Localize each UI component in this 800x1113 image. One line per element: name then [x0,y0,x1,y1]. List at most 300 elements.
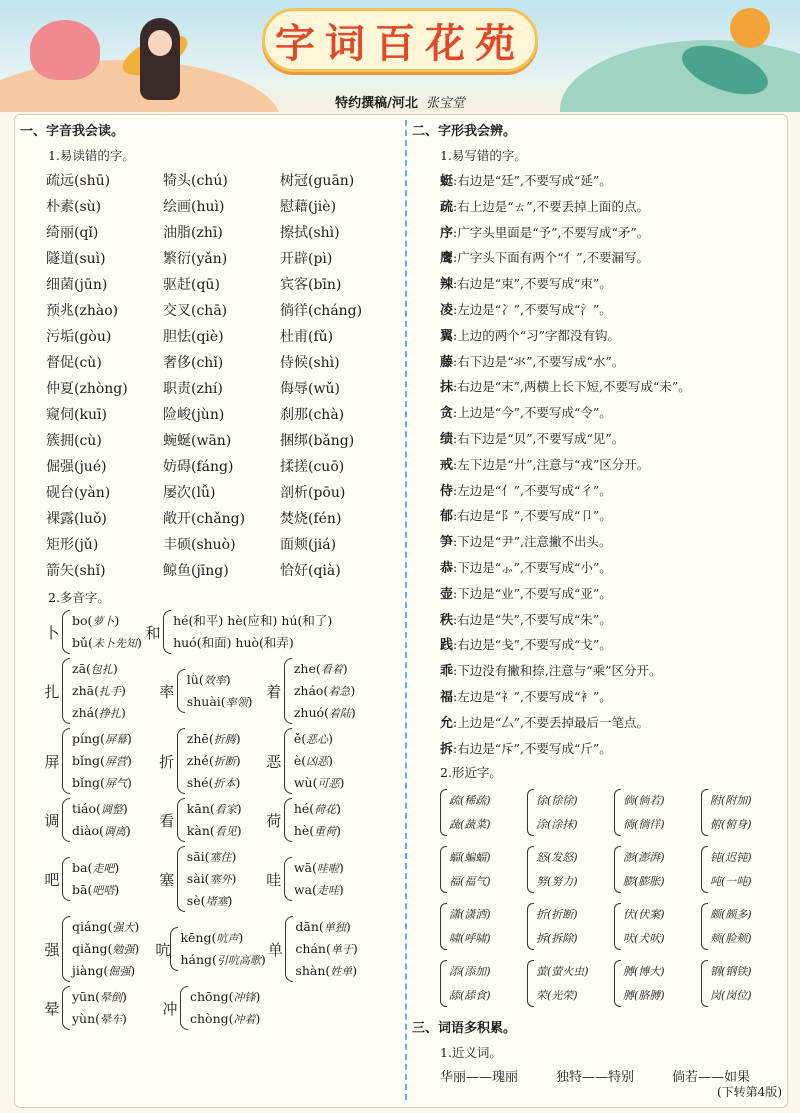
similar-word: (博大) [634,964,665,978]
rule-text: :左下边是“廾”,注意与“戎”区分开。 [453,456,650,472]
polyphone-reading [72,879,119,901]
polyphone-readings [295,916,357,982]
reading-word: 凶恶 [306,755,329,768]
reading-pinyin: yùn( [72,1011,101,1026]
brace-stack [62,728,132,794]
polyphone-reading [294,658,356,680]
similar-line [710,960,752,984]
reading-pinyin: bǔ( [72,635,93,650]
similar-line [449,846,491,870]
rule-char: 侍 [440,483,454,499]
rule-item [440,452,788,478]
rule-char: 贪 [440,406,454,422]
pinyin-word: 箭矢(shǐ) [46,563,106,579]
rule-char: 翼 [440,328,454,344]
reading-pinyin: dān( [295,919,324,934]
reading-close: ) [112,661,118,676]
reading-word: 效率 [203,674,226,687]
polyphone-reading [187,868,237,890]
similar-lines [710,842,752,897]
polyphone-reading [187,691,253,713]
similar-line [710,846,752,870]
reading-pinyin: è( [293,753,307,768]
similar-char: 折 [536,907,547,921]
pinyin-word: 剖析(pōu) [280,485,346,501]
polyphone-reading [190,1008,260,1030]
brace-icon [440,846,447,893]
similar-word: (倘若) [634,793,665,807]
reading-word: 引吭高歌 [216,954,261,967]
polyphone-readings [294,728,345,794]
rule-item [440,478,788,504]
similar-word: (发怒) [547,850,578,864]
pinyin-word: 侍候(shì) [280,355,340,371]
reading-word: 强大 [112,921,135,934]
polyphone-reading [187,890,237,912]
rule-item [440,168,788,194]
polyphone-row [42,728,400,794]
similar-word: (光荣) [547,988,578,1002]
similar-char: 萤 [536,964,547,978]
polyphone-reading [72,820,131,842]
polyphone-readings [173,610,332,654]
polyphone-reading [173,632,332,654]
reading-word: 萝卜 [92,615,115,628]
rule-list [412,168,788,761]
section-title: 二、字形我会辨。 [412,124,517,139]
reading-close: ) [126,753,132,768]
reading-pinyin: zhā( [72,683,99,698]
brace-stack [170,927,265,971]
similar-char: 岗 [710,988,721,1002]
similar-line [449,984,491,1008]
reading-word: 晕倒 [100,991,123,1004]
brace-icon [527,903,534,950]
reading-pinyin: qiǎng( [72,941,113,956]
reading-word: 看着 [320,663,343,676]
reading-word: 塞住 [209,851,232,864]
rule-char: 允 [440,715,454,731]
brace-stack [284,798,341,842]
similar-line [623,789,665,813]
similar-char: 拆 [536,931,547,945]
brace-icon [284,857,292,901]
reading-close: ) [136,635,142,650]
reading-word: 屏气 [104,777,127,790]
pinyin-row [46,402,400,428]
reading-word: 走哇 [316,884,339,897]
brace-icon [177,669,185,713]
similar-pair [614,842,701,897]
polyphone-char: 吭 [155,940,171,959]
rule-item [440,194,788,220]
rule-item [440,684,788,710]
polyphone-reading [72,728,132,750]
polyphone-reading [295,960,357,982]
similar-pair [440,785,527,840]
polyphone-char: 和 [145,623,161,642]
similar-char: 添 [449,964,460,978]
similar-lines [449,899,491,954]
polyphone-reading [72,772,132,794]
similar-line [536,960,589,984]
subsection-title: 2.多音字。 [48,590,110,605]
similar-pair [614,899,701,954]
polyphone-reading [187,820,242,842]
similar-word: (脸颊) [721,931,752,945]
polyphone-item [143,610,400,654]
reading-word: 吧嗒 [92,884,115,897]
reading-pinyin: bā( [72,882,93,897]
reading-close: ) [345,919,351,934]
polyphone-reading [294,857,344,879]
rule-char: 疏 [440,199,454,215]
similar-char: 徐 [536,793,547,807]
polyphone-reading [190,986,260,1008]
pinyin-word: 疏远(shū) [46,173,111,189]
byline-text: 特约撰稿/河北 [335,96,418,111]
similar-word: (伏案) [634,907,665,921]
pinyin-row [46,532,400,558]
brace-icon [62,857,70,901]
rule-char: 恭 [440,560,454,576]
rule-text: :左边是“礻”,不要写成“衤”。 [453,688,612,704]
pinyin-row [46,194,400,220]
reading-pinyin: wā( [293,860,317,875]
reading-pinyin: sè( [186,893,206,908]
reading-close: ) [255,989,261,1004]
pinyin-word: 仲夏(zhòng) [46,381,128,397]
similar-word: (一吨) [721,874,752,888]
polyphone-reading [294,820,341,842]
rule-text: :下边是“尹”,注意撇不出头。 [453,534,612,550]
synonym-pair: 独特——特别 [556,1070,635,1086]
similar-line [710,984,752,1008]
reading-pinyin: lǜ( [186,672,204,687]
similar-char: 吨 [710,874,721,888]
polyphone-row [42,986,400,1030]
pinyin-row [46,506,400,532]
pinyin-row [46,324,400,350]
reading-close: ) [114,860,120,875]
pinyin-row [46,428,400,454]
reading-close: ) [120,683,126,698]
reading-close: ) [238,930,244,945]
rule-text: :下边没有撇和捺,注意与“乘”区分开。 [453,663,662,679]
reading-close: ) [225,672,231,687]
reading-pinyin: hé( [293,801,315,816]
similar-line [623,813,665,837]
pinyin-word: 焚烧(fén) [280,511,342,527]
rule-item [440,271,788,297]
reading-close: ) [328,753,333,768]
pinyin-word: 绮丽(qǐ) [46,225,99,241]
byline [0,92,800,111]
polyphone-char: 哇 [266,870,282,889]
reading-word: 着陆 [328,707,351,720]
reading-word: 荷花 [314,803,337,816]
similar-word: (舔食) [460,988,491,1002]
brace-icon [284,798,292,842]
pinyin-word: 繁衍(yǎn) [163,251,228,267]
rule-item [440,607,788,633]
similar-line [536,813,578,837]
polyphone-reading [72,986,127,1008]
similar-line [449,903,491,927]
reading-word: 率领 [225,696,248,709]
pinyin-word: 预兆(zhào) [46,303,119,319]
subsection-title: 1.易写错的字。 [440,148,527,163]
reading-word: 折本 [213,777,236,790]
brace-icon [440,960,447,1007]
brace-icon [701,789,708,836]
similar-pair [701,899,788,954]
reading-close: ) [122,801,128,816]
pinyin-word: 蜿蜒(wān) [163,433,232,449]
reading-word: 晕车 [100,1013,123,1026]
polyphone-readings [294,658,356,724]
reading-pinyin: sāi( [186,849,210,864]
pinyin-word: 驱赶(qū) [163,277,220,293]
similar-word: (蝙蝠) [460,850,491,864]
reading-pinyin: zháo( [293,683,329,698]
rule-char: 凌 [440,302,454,318]
brace-stack [62,658,126,724]
reading-word: 挣扎 [98,707,121,720]
polyphone-char: 扎 [44,682,60,701]
rule-text: :广字头下面有两个“亻”,不要漏写。 [453,250,649,266]
similar-word: (呼啸) [460,931,491,945]
reading-pinyin: zhá( [72,705,99,720]
reading-pinyin: chán( [295,941,331,956]
polyphone-reading [72,916,139,938]
similar-pair [440,956,527,1011]
similar-char: 涂 [536,817,547,831]
similar-line [449,813,491,837]
polyphone-char: 冲 [162,999,178,1018]
polyphone-reading [187,728,241,750]
polyphone-readings [72,986,127,1030]
similar-line [623,927,665,951]
polyphone-item [264,857,400,901]
brace-stack [284,658,356,724]
similar-chars-grid [440,785,788,1011]
rule-char: 蜓 [440,174,454,189]
polyphone-item [157,846,264,912]
reading-word: 未卜先知 [92,637,137,650]
rule-text: :右边是“斥”,不要写成“斤”。 [453,740,612,756]
polyphone-readings [294,857,344,901]
polyphone-char: 单 [267,940,283,959]
reading-word: 恶心 [306,733,329,746]
polyphone-reading [72,798,131,820]
pinyin-word: 油脂(zhī) [163,225,223,241]
reading-pinyin: kēng( [180,930,217,945]
polyphone-reading [294,680,356,702]
reading-close: ) [231,849,237,864]
reading-close: ) [352,963,358,978]
rule-text: :右下边是“贝”,不要写成“见”。 [453,430,625,446]
pinyin-word: 交叉(chā) [163,303,228,319]
rule-item [440,245,788,271]
reading-word: 折断 [213,755,236,768]
reading-close: ) [122,989,127,1004]
similar-char: 啸 [449,931,460,945]
reading-close: ) [350,705,356,720]
reading-word: 扎手 [98,685,121,698]
polyphone-readings [294,798,341,842]
pinyin-word: 矩形(jǔ) [46,537,99,553]
rule-char: 绩 [440,431,454,447]
reading-word: 看见 [214,825,237,838]
polyphone-readings [187,798,242,842]
rule-text: :左边是“亻”,不要写成“彳”。 [453,482,612,498]
polyphone-item [42,610,143,654]
polyphone-row [42,916,400,982]
rule-char: 笋 [440,535,454,551]
brace-icon [62,798,70,842]
rule-text: :右边是“廷”,不要写成“延”。 [453,173,612,188]
rule-item [440,349,788,375]
polyphone-reading [295,916,357,938]
reading-pinyin: kān( [186,801,215,816]
polyphone-readings [190,986,260,1030]
pinyin-word: 揉搓(cuō) [280,459,345,475]
reading-pinyin: wù( [293,775,318,790]
rule-item [440,632,788,658]
reading-pinyin: zhé( [186,753,214,768]
rule-text: :右边是“戋”,不要写成“戈”。 [453,637,612,653]
similar-pair [527,899,614,954]
polyphone-reading [294,798,341,820]
rule-char: 辣 [440,277,454,293]
polyphone-item [160,986,270,1030]
author-name: 张宝堂 [425,96,465,111]
similar-lines [623,785,665,840]
rule-char: 序 [440,225,454,241]
similar-pair [527,785,614,840]
reading-word: 单于 [330,943,353,956]
brace-icon [440,789,447,836]
similar-line [623,984,665,1008]
pinyin-word: 慰藉(jiè) [280,199,337,215]
brace-stack [177,669,253,713]
polyphone-reading [187,772,241,794]
title-badge [262,8,538,72]
similar-char: 俯 [710,817,721,831]
pinyin-word: 开辟(pì) [280,251,333,267]
reading-close: ) [114,613,120,628]
reading-pinyin: sài( [186,871,210,886]
similar-line [536,927,578,951]
pinyin-word: 朴素(sù) [46,199,102,215]
similar-char: 澎 [623,850,634,864]
polyphone-item [155,927,265,971]
subsection-title: 1.易读错的字。 [48,148,135,163]
pinyin-word: 徜徉(cháng) [280,303,363,319]
polyphone-char: 恶 [266,752,282,771]
rule-char: 抹 [440,380,454,396]
brace-icon [614,960,621,1007]
similar-lines [623,899,665,954]
brace-stack [284,857,344,901]
similar-lines [536,956,589,1011]
reading-word: 吭声 [216,932,239,945]
polyphone-char: 晕 [44,999,60,1018]
rule-text: :右边是“末”,两横上长下短,不要写成“未”。 [453,379,691,395]
pinyin-row [46,454,400,480]
reading-pinyin: hè( [293,823,315,838]
similar-char: 舔 [449,988,460,1002]
pinyin-row [46,220,400,246]
reading-word: 堵塞 [205,895,228,908]
fruit-illustration [730,8,770,48]
rule-char: 戒 [440,457,454,473]
reading-word: 调离 [103,825,126,838]
similar-char: 膨 [623,874,634,888]
polyphone-reading [72,938,139,960]
polyphone-reading [187,798,242,820]
reading-word: 冲锋 [233,991,256,1004]
reading-close: ) [352,941,358,956]
right-column [412,120,788,1091]
brace-icon [62,986,70,1030]
pinyin-word: 绘画(huì) [163,199,225,215]
brace-icon [701,903,708,950]
reading-close: ) [247,694,253,709]
polyphone-reading [294,702,356,724]
polyphone-reading [295,938,357,960]
similar-char: 膊 [623,988,634,1002]
polyphone-reading [173,610,332,632]
similar-pair [614,956,701,1011]
polyphone-reading [72,632,142,654]
reading-word: 倔强 [108,965,131,978]
polyphone-reading [187,669,253,691]
brace-icon [284,658,292,724]
reading-word: 重荷 [314,825,337,838]
pinyin-word: 妨碍(fáng) [163,459,234,475]
polyphone-readings [187,846,237,912]
similar-lines [710,956,752,1011]
rule-item [440,297,788,323]
reading-close: ) [114,882,120,897]
similar-row [440,899,788,954]
pinyin-word: 鲸鱼(jīng) [163,563,229,579]
polyphone-reading [187,846,237,868]
reading-close: ) [260,952,266,967]
similar-word: (徜徉) [634,817,665,831]
similar-pair [440,899,527,954]
rule-char: 拆 [440,741,454,757]
similar-line [710,813,752,837]
rule-char: 乖 [440,664,454,680]
section-title: 一、字音我会读。 [20,124,125,139]
polyphone-reading [72,610,142,632]
reading-close: ) [134,919,140,934]
reading-pinyin: chōng( [190,989,234,1004]
brace-icon [180,986,188,1030]
similar-pair [701,785,788,840]
polyphone-char: 折 [159,752,175,771]
rule-item [440,658,788,684]
pinyin-word: 屡次(lǚ) [163,485,216,501]
rule-item [440,374,788,400]
reading-close: ) [336,823,342,838]
pinyin-word: 倔强(jué) [46,459,107,475]
pinyin-row [46,558,400,584]
similar-lines [710,785,752,840]
